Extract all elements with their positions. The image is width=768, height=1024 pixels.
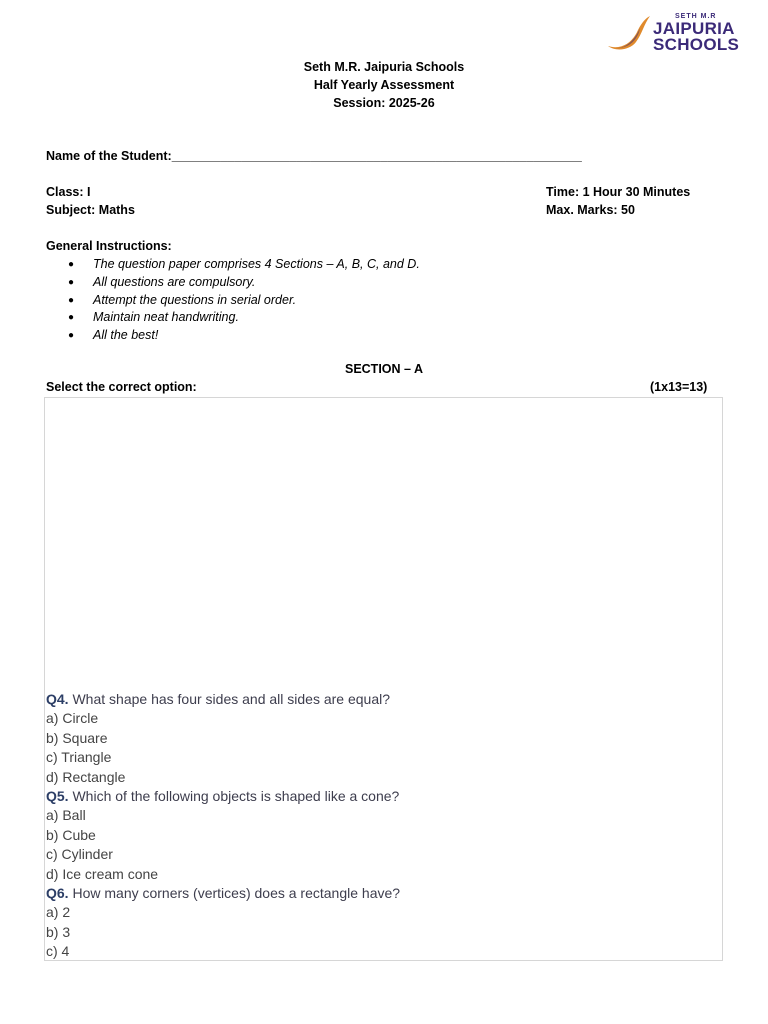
- instruction-item: ● Maintain neat handwriting.: [66, 309, 420, 327]
- option-line: a) Circle: [46, 710, 99, 727]
- option-line: b) Cube: [46, 826, 96, 843]
- school-title: Seth M.R. Jaipuria Schools: [303, 60, 465, 74]
- class-label: Class: I: [46, 185, 91, 199]
- instruction-item: ● All questions are compulsory.: [66, 274, 420, 292]
- question-number: Q4.: [46, 691, 69, 707]
- question-line: [46, 690, 400, 709]
- logo-line2: SCHOOLS: [653, 35, 740, 54]
- section-prompt: Select the correct option:: [46, 380, 197, 394]
- instructions-heading: General Instructions:: [46, 239, 172, 253]
- logo-small-text: SETH M.R: [675, 13, 717, 20]
- option-line: a) 2: [46, 904, 71, 921]
- instructions-list: [66, 256, 420, 345]
- option-line: d) Rectangle: [46, 768, 126, 785]
- instruction-item: ● The question paper comprises 4 Sections – A, B, C, and D.: [66, 256, 420, 274]
- swoosh-logo-icon: [606, 10, 652, 52]
- question-text: How many corners (vertices) does a rectangle have?: [68, 884, 401, 901]
- instruction-item: ● All the best!: [66, 327, 420, 345]
- school-logo: [606, 10, 746, 52]
- logo-line1: JAIPURIA: [653, 19, 735, 38]
- option-line: c) Triangle: [46, 749, 112, 766]
- time-label: Time: 1 Hour 30 Minutes: [546, 185, 691, 199]
- question-list: [46, 690, 400, 961]
- max-marks-label: Max. Marks: 50: [546, 203, 635, 217]
- option-line: b) Square: [46, 729, 108, 746]
- question-text: What shape has four sides and all sides are equal?: [68, 691, 390, 707]
- question-number: Q5.: [46, 787, 69, 804]
- option-line: d) Ice cream cone: [46, 865, 159, 882]
- question-number: Q6.: [46, 884, 69, 901]
- subject-label: Subject: Maths: [46, 203, 135, 217]
- question-text: Which of the following objects is shaped like a cone?: [68, 787, 400, 804]
- question-line: [46, 787, 400, 806]
- question-line: [46, 884, 400, 903]
- section-title: SECTION – A: [344, 362, 424, 376]
- exam-title: Half Yearly Assessment: [313, 78, 455, 92]
- student-name-line: Name of the Student:___________________________________________________________: [46, 149, 582, 163]
- option-line: b) 3: [46, 923, 71, 940]
- section-marks: (1x13=13): [650, 380, 708, 394]
- option-line: c) Cylinder: [46, 846, 113, 863]
- option-line: a) Ball: [46, 807, 86, 824]
- option-line: c) 4: [46, 943, 70, 960]
- session-title: Session: 2025-26: [333, 96, 435, 110]
- instruction-item: ● Attempt the questions in serial order.: [66, 292, 420, 310]
